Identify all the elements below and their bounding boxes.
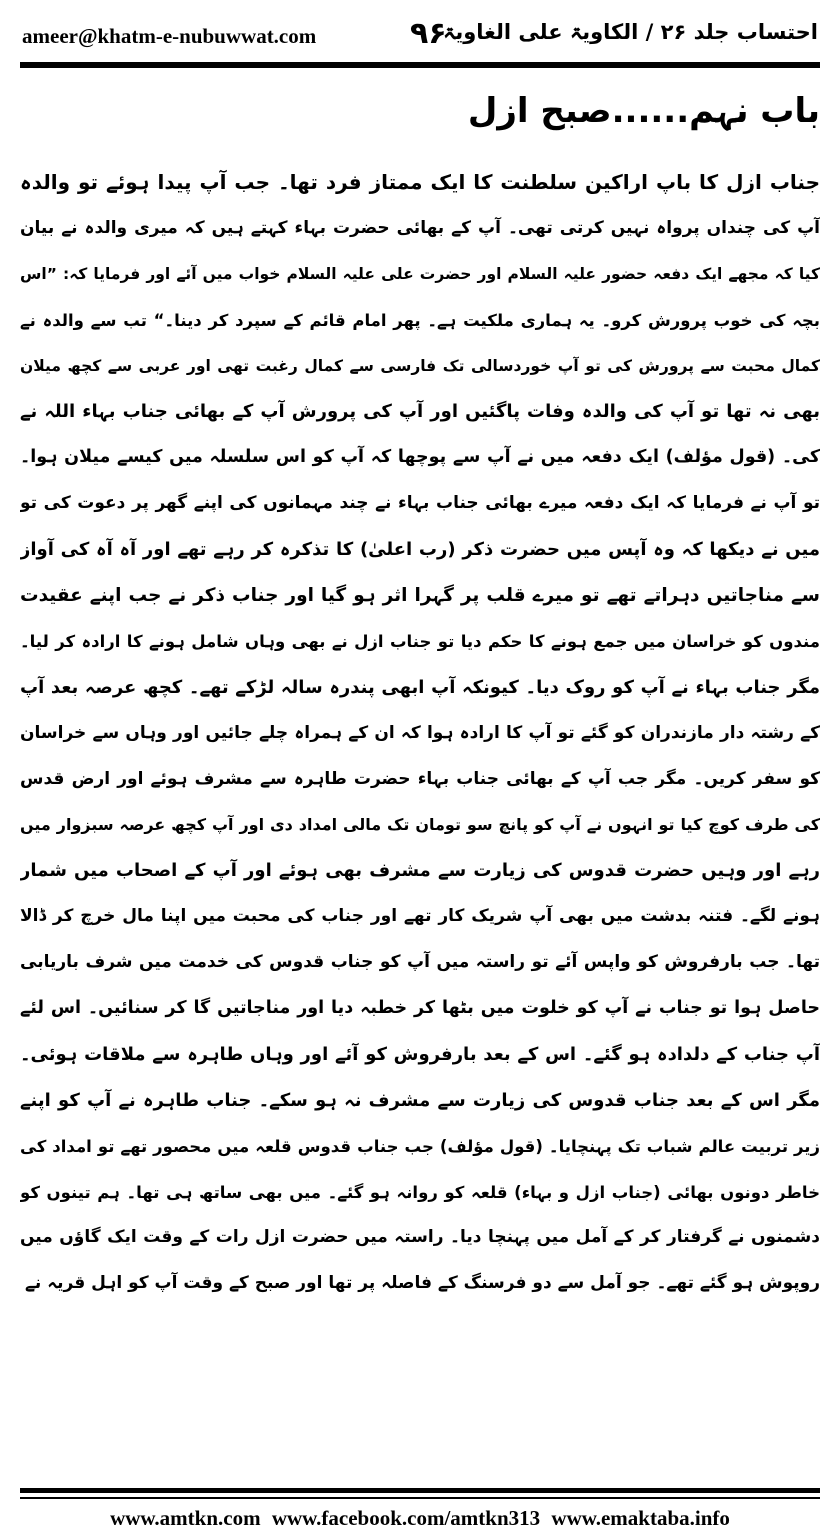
text-line: حاصل ہوا تو جناب نے آپ کو خلوت میں بٹھا کر خطبہ دیا اور مناجاتیں گا کر سنائیں۔ اس لئے [20, 998, 820, 1019]
text-line: مگر اس کے بعد جناب قدوس کی زیارت سے مشرف نہ ہو سکے۔ جناب طاہرہ نے آپ کو اپنے [20, 1089, 820, 1111]
text-line: میں نے دیکھا کہ وہ آپس میں حضرت ذکر (رب اعلیٰ) کا تذکرہ کر رہے تھے اور آہ آہ کی آواز [20, 539, 820, 561]
text-line: دشمنوں نے گرفتار کر کے آمل میں پہنچا دیا۔ راستہ میں حضرت ازل رات کے وقت ایک گاؤں میں [20, 1227, 820, 1248]
text-line: روپوش ہو گئے تھے۔ جو آمل سے دو فرسنگ کے فاصلہ پر تھا اور صبح کے وقت آپ کو اہل قریہ نے [24, 1273, 820, 1294]
text-line: سے مناجاتیں دہراتے تھے تو میرے قلب پر گہرا اثر ہو گیا اور جناب ذکر نے جب اپنے عقیدت [20, 585, 820, 607]
text-line: آپ جناب کے دلدادہ ہو گئے۔ اس کے بعد بارفروش کو آئے اور وہاں طاہرہ سے ملاقات ہوئی۔ [20, 1043, 820, 1065]
footer-links: www.amtkn.com www.facebook.com/amtkn313 www.emaktaba.info [110, 1506, 730, 1530]
text-line: کمال محبت سے پرورش کی تو آپ خوردسالی تک فارسی سے کمال رغبت تھی اور عربی سے کچھ میلان [20, 356, 820, 375]
text-line: تھا۔ جب بارفروش کو واپس آئے تو راستہ میں آپ کو جناب قدوس کی خدمت میں شرف باریابی [20, 952, 820, 973]
text-line: کو سفر کریں۔ مگر جب آپ کے بھائی جناب بہاء حضرت طاہرہ سے مشرف ہوئے اور ارض قدس [20, 768, 820, 789]
text-line: کیا کہ مجھے ایک دفعہ حضور علیہ السلام اور حضرت علی علیہ السلام خواب میں آئے اور فرمایا کہ: ”اس [20, 264, 820, 283]
text-line: زیر تربیت عالم شباب تک پہنچایا۔ (قول مؤلف) جب جناب قدوس قلعہ میں محصور تھے تو امداد کی [20, 1136, 820, 1156]
page-header [0, 0, 840, 60]
footer-rule-thin [20, 1497, 820, 1499]
text-line: رہے اور وہیں حضرت قدوس کی زیارت سے مشرف بھی ہوئے اور آپ کے اصحاب میں شمار [20, 860, 820, 882]
chapter-heading: باب نہم......صبح ازل [467, 91, 820, 131]
text-line: مگر جناب بہاء نے آپ کو روک دیا۔ کیونکہ آپ ابھی پندرہ سالہ لڑکے تھے۔ کچھ عرصہ بعد آپ [20, 676, 820, 698]
footer-rule-thick [20, 1488, 820, 1493]
header-rule [20, 62, 820, 68]
text-line: خاطر دونوں بھائی (جناب ازل و بہاء) قلعہ کو روانہ ہو گئے۔ میں بھی ساتھ ہی تھا۔ ہم تینوں کو [20, 1182, 820, 1202]
body-text [20, 160, 820, 1307]
text-line: مندوں کو خراسان میں جمع ہونے کا حکم دیا تو جناب ازل نے بھی وہاں شامل ہونے کا ارادہ کر لیا۔ [20, 631, 820, 651]
text-line: کی۔ (قول مؤلف) ایک دفعہ میں نے آپ سے پوچھا کہ آپ کو اس سلسلہ میں کیسے میلان ہوا۔ [20, 447, 820, 468]
text-line: ہونے لگے۔ فتنہ بدشت میں بھی آپ شریک کار تھے اور جناب کی محبت میں اپنا مال خرچ کر ڈالا [20, 906, 820, 927]
text-line: کے رشتہ دار مازندران کو گئے تو آپ کا ارادہ ہوا کہ ان کے ہمراہ چلے جائیں اور وہاں سے خراسان [20, 722, 820, 743]
text-line: کی طرف کوچ کیا تو انہوں نے آپ کو پانچ سو تومان تک مالی امداد دی اور آپ کچھ عرصہ سبزوار میں [20, 815, 820, 835]
text-line: تو آپ نے فرمایا کہ ایک دفعہ میرے بھائی جناب بہاء نے چند مہمانوں کی اپنے گھر پر دعوت کی تو [20, 493, 820, 514]
text-line: بھی نہ تھا تو آپ کی والدہ وفات پاگئیں اور آپ کی پرورش آپ کے بھائی جناب بہاء اللہ نے [20, 401, 820, 423]
book-title: احتساب جلد ۲۶ / الکاویۃ علی الغاویۃ [443, 20, 818, 44]
text-line: جناب ازل کا باپ اراکین سلطنت کا ایک ممتاز فرد تھا۔ جب آپ پیدا ہوئے تو والدہ [20, 170, 820, 194]
text-line: بچہ کی خوب پرورش کرو۔ یہ ہماری ملکیت ہے۔ پھر امام قائم کے سپرد کر دینا۔“ تب سے والدہ نے [20, 310, 820, 330]
text-line: آپ کی چنداں پرواہ نہیں کرتی تھی۔ آپ کے بھائی حضرت بہاء کہتے ہیں کہ میری والدہ نے بیان [20, 217, 820, 238]
header-email: ameer@khatm-e-nubuwwat.com [22, 24, 317, 48]
page-number: ۹۶ [410, 16, 447, 51]
